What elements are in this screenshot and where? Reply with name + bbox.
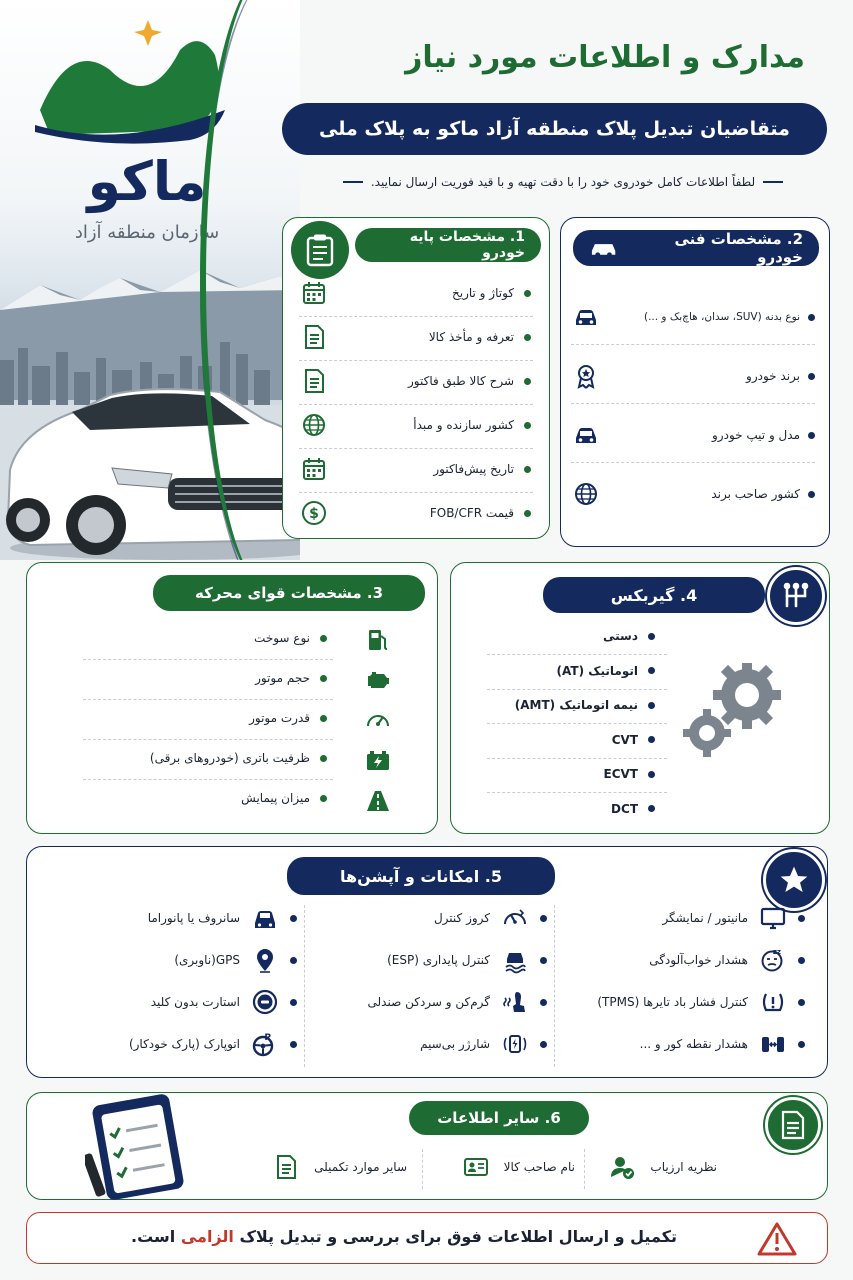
globe-icon (299, 410, 329, 440)
bullet-dot (524, 422, 531, 429)
bullet-dot (798, 957, 805, 964)
bullet-dot (524, 290, 531, 297)
separator (571, 403, 815, 404)
footer-alert (26, 1212, 828, 1264)
basic-item-label: کوتاژ و تاریخ (452, 286, 531, 300)
technical-item (571, 479, 815, 509)
section-powertrain-title: 3. مشخصات قوای محرکه (153, 575, 425, 611)
start-button-icon (250, 987, 280, 1017)
sunroof-icon (250, 903, 280, 933)
bullet-dot (648, 702, 655, 709)
award-icon (571, 361, 601, 391)
tire-pressure-icon (758, 987, 788, 1017)
instruction-note (313, 175, 813, 189)
separator (83, 659, 333, 660)
bullet-dot (320, 675, 327, 682)
powertrain-item: ظرفیت باتری (خودروهای برقی) (150, 751, 327, 765)
seat-heat-icon (500, 987, 530, 1017)
engine-icon (363, 665, 393, 695)
location-pin-icon (250, 945, 280, 975)
bullet-dot (648, 633, 655, 640)
clipboard-icon (291, 221, 349, 279)
separator (571, 344, 815, 345)
bullet-dot (320, 715, 327, 722)
basic-item (299, 410, 531, 440)
separator (299, 404, 533, 405)
bullet-dot (648, 736, 655, 743)
bullet-dot (648, 667, 655, 674)
technical-item (571, 302, 815, 332)
speedometer-icon (363, 705, 393, 735)
basic-item-label: قیمت FOB/CFR (430, 506, 531, 520)
technical-item-label: برند خودرو (746, 369, 815, 383)
fuel-icon (363, 625, 393, 655)
basic-item-label: تعرفه و مأخذ کالا (429, 330, 531, 344)
bullet-dot (320, 635, 327, 642)
document-icon (299, 322, 329, 352)
dollar-icon (299, 498, 329, 528)
bullet-dot (524, 334, 531, 341)
section-powertrain (26, 562, 438, 834)
calendar-icon (299, 278, 329, 308)
option-item: کروز کنترل (317, 903, 547, 933)
logo-wordmark: ماکو (87, 150, 207, 213)
hero-area (0, 0, 300, 560)
section-basic (282, 217, 550, 539)
car-icon (571, 420, 601, 450)
monitor-icon (758, 903, 788, 933)
page-title: مدارک و اطلاعات مورد نیاز (405, 40, 805, 75)
bullet-dot (648, 805, 655, 812)
section-options-title: 5. امکانات و آپشن‌ها (287, 857, 555, 895)
steering-park-icon (250, 1029, 280, 1059)
technical-item (571, 361, 815, 391)
powertrain-item: قدرت موتور (249, 711, 327, 725)
bullet-dot (320, 755, 327, 762)
basic-item (299, 322, 531, 352)
powertrain-item: حجم موتور (255, 671, 327, 685)
section-basic-title: 1. مشخصات پایه خودرو (355, 228, 541, 262)
separator (487, 654, 667, 655)
option-item: شارژر بی‌سیم (317, 1029, 547, 1059)
separator (83, 739, 333, 740)
basic-item (299, 278, 531, 308)
technical-item-label: کشور صاحب برند (711, 487, 815, 501)
separator (571, 462, 815, 463)
option-item: سانروف یا پانوراما (57, 903, 297, 933)
bullet-dot (798, 1041, 805, 1048)
separator (83, 699, 333, 700)
separator (487, 723, 667, 724)
basic-item (299, 454, 531, 484)
section-gearbox (450, 562, 830, 834)
document-icon (765, 1097, 821, 1153)
bullet-dot (320, 795, 327, 802)
document-icon (268, 1149, 304, 1185)
basic-item-label: کشور سازنده و مبدأ (413, 418, 531, 432)
car-icon (589, 239, 618, 257)
gearbox-item: اتوماتیک (AT) (557, 664, 655, 678)
esp-icon (500, 945, 530, 975)
warning-icon (757, 1221, 797, 1257)
column-divider (554, 905, 555, 1067)
gearbox-item: DCT (611, 802, 655, 816)
svg-text:$: $ (309, 506, 319, 522)
blind-spot-icon (758, 1029, 788, 1059)
wireless-charge-icon (500, 1029, 530, 1059)
bullet-dot (540, 915, 547, 922)
option-item: استارت بدون کلید (57, 987, 297, 1017)
bullet-dot (540, 957, 547, 964)
road-icon (363, 785, 393, 815)
bullet-dot (648, 771, 655, 778)
separator (487, 689, 667, 690)
battery-icon (363, 745, 393, 775)
separator (83, 779, 333, 780)
section-other (26, 1092, 828, 1200)
instruction-text: لطفاً اطلاعات کامل خودروی خود را با دقت تهیه و با قید فوریت ارسال نمایید. (370, 175, 756, 189)
document-icon (299, 366, 329, 396)
option-item: مانیتور / نمایشگر (591, 903, 805, 933)
option-item: GPS(ناوبری) (57, 945, 297, 975)
option-item: کنترل پایداری (ESP) (317, 945, 547, 975)
drowsy-face-icon (758, 945, 788, 975)
footer-text: تکمیل و ارسال اطلاعات فوق برای بررسی و تبدیل پلاک الزامی است. (131, 1227, 677, 1246)
section-options (26, 846, 828, 1078)
basic-item-label: تاریخ پیش‌فاکتور (433, 462, 531, 476)
option-item: کنترل فشار باد تایرها (TPMS) (591, 987, 805, 1017)
bullet-dot (808, 373, 815, 380)
section-other-title: 6. سایر اطلاعات (409, 1101, 589, 1135)
gears-illustration (681, 663, 791, 763)
section-technical-title: 2. مشخصات فنی خودرو (573, 230, 819, 266)
bullet-dot (524, 510, 531, 517)
calendar-icon (299, 454, 329, 484)
option-item: zz هشدار خواب‌آلودگی (591, 945, 805, 975)
checklist-clipboard-icon (85, 1093, 195, 1201)
logo-tagline: سازمان منطقه آزاد (74, 222, 220, 243)
logo-mark (35, 20, 225, 144)
bullet-dot (290, 915, 297, 922)
bullet-dot (540, 999, 547, 1006)
id-card-icon (458, 1149, 494, 1185)
subtitle-pill: متقاضیان تبدیل پلاک منطقه آزاد ماکو به پلاک ملی (282, 103, 827, 155)
bullet-dot (290, 957, 297, 964)
cruise-icon (500, 903, 530, 933)
technical-item-label: مدل و تیپ خودرو (712, 428, 815, 442)
bullet-dot (798, 999, 805, 1006)
bullet-dot (808, 314, 815, 321)
bullet-dot (290, 1041, 297, 1048)
svg-text:zz: zz (772, 948, 781, 956)
technical-item-label: نوع بدنه (SUV، سدان، هاچ‌بک و ...) (644, 311, 815, 323)
gearbox-item: دستی (603, 629, 655, 643)
powertrain-item: میزان پیمایش (241, 791, 327, 805)
svg-text:P: P (264, 1033, 271, 1043)
gearbox-item: CVT (612, 733, 655, 747)
other-item: نظریه ارزیاب (604, 1149, 717, 1185)
star-icon (763, 849, 825, 911)
car-icon (571, 302, 601, 332)
option-item: هشدار نقطه کور و ... (591, 1029, 805, 1059)
separator (299, 360, 533, 361)
option-item: گرم‌کن و سردکن صندلی (317, 987, 547, 1017)
bullet-dot (798, 915, 805, 922)
section-gearbox-title: 4. گیربکس (543, 577, 765, 613)
section-technical (560, 217, 830, 547)
column-divider (422, 1149, 423, 1189)
other-item: سایر موارد تکمیلی (268, 1149, 407, 1185)
bullet-dot (524, 466, 531, 473)
basic-item (299, 498, 531, 528)
bullet-dot (540, 1041, 547, 1048)
gearbox-item: ECVT (604, 767, 655, 781)
gear-shift-icon (767, 567, 825, 625)
other-item: نام صاحب کالا (458, 1149, 575, 1185)
column-divider (304, 905, 305, 1067)
gearbox-item: نیمه اتوماتیک (AMT) (515, 698, 655, 712)
option-item: P اتوپارک (پارک خودکار) (57, 1029, 297, 1059)
basic-item-label: شرح کالا طبق فاکتور (408, 374, 531, 388)
globe-icon (571, 479, 601, 509)
column-divider (584, 1149, 585, 1189)
bullet-dot (290, 999, 297, 1006)
technical-item (571, 420, 815, 450)
separator (299, 448, 533, 449)
basic-item (299, 366, 531, 396)
separator (487, 758, 667, 759)
bullet-dot (524, 378, 531, 385)
user-check-icon (604, 1149, 640, 1185)
powertrain-item: نوع سوخت (254, 631, 327, 645)
bullet-dot (808, 432, 815, 439)
separator (487, 792, 667, 793)
bullet-dot (808, 491, 815, 498)
separator (299, 492, 533, 493)
separator (299, 316, 533, 317)
